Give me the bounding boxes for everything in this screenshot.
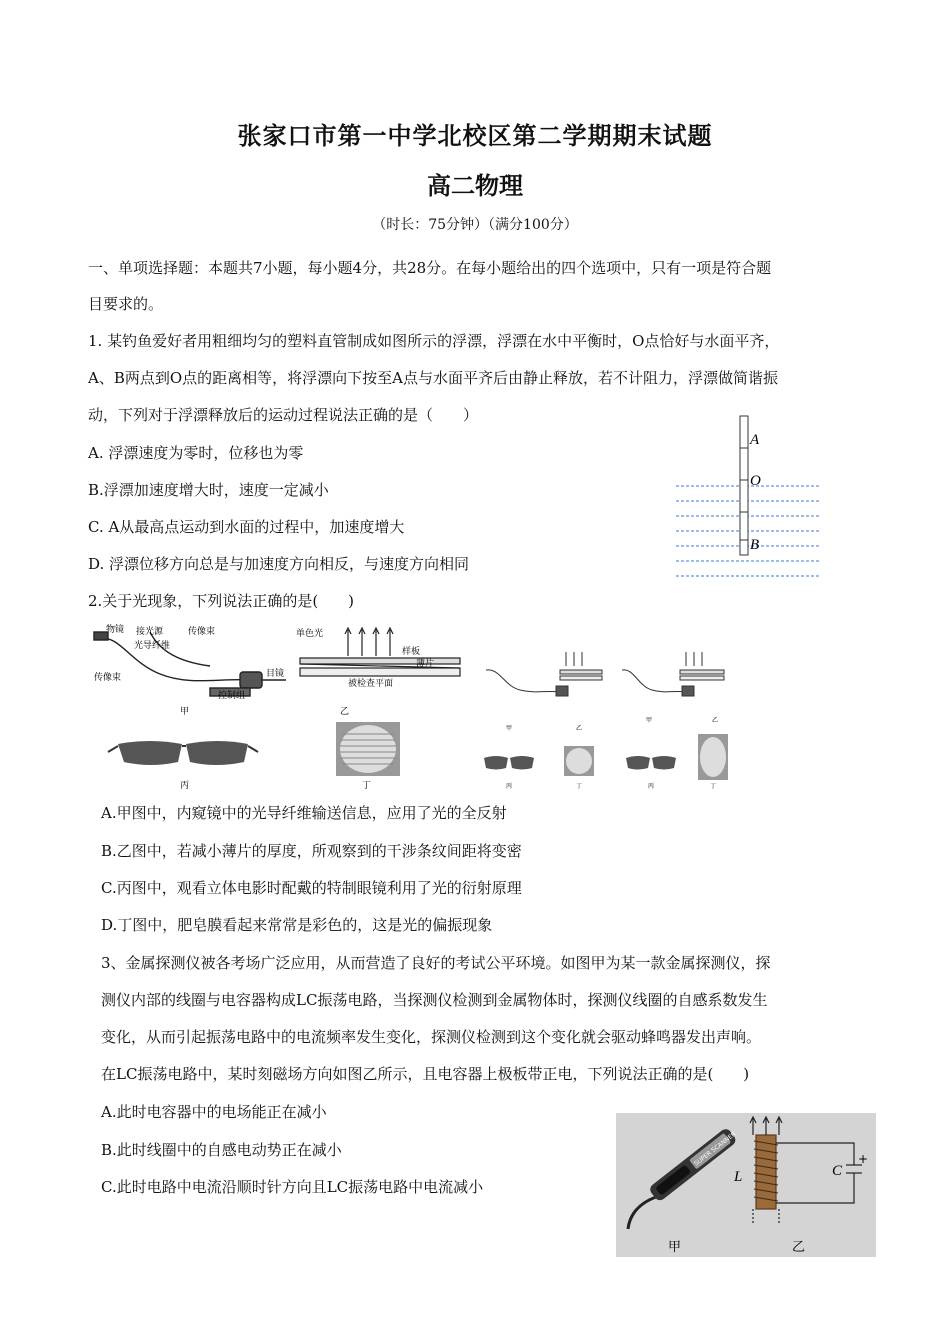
- q2-figure-small: [476, 650, 746, 792]
- small-caption-bing-1: 丙: [506, 783, 513, 790]
- section-heading-line-1: 一、单项选择题：本题共7小题，每小题4分，共28分。在每小题给出的四个选项中，只有一项是符合题: [88, 259, 772, 277]
- q2-stem: 2.关于光现象，下列说法正确的是( ): [88, 592, 355, 610]
- soap-film-drawing: [336, 722, 400, 776]
- caption-jia-q3: 甲: [668, 1240, 682, 1255]
- q3-stem-line-4: 在LC振荡电路中，某时刻磁场方向如图乙所示，且电容器上极板带正电，下列说法正确的是( ): [101, 1065, 750, 1083]
- yi-label-surface: 被检查平面: [348, 679, 394, 689]
- exam-subject: 高二物理: [427, 172, 523, 200]
- label-c: C: [832, 1163, 843, 1179]
- q1-stem-line-1: 1. 某钓鱼爱好者用粗细均匀的塑料直管制成如图所示的浮漂，浮漂在水中平衡时，O点恰好与水面平齐，: [88, 332, 780, 350]
- caption-jia: 甲: [180, 707, 190, 717]
- jia-label-light: 接光源: [136, 627, 164, 637]
- jia-label-image-bundle-bottom: 传像束: [94, 673, 122, 683]
- yi-label-mono: 单色光: [296, 629, 324, 639]
- label-a: A: [750, 432, 760, 448]
- q2-figure-large: [90, 622, 465, 794]
- caption-yi-q3: 乙: [792, 1240, 806, 1255]
- q2-option-d: D.丁图中，肥皂膜看起来常常是彩色的，这是光的偏振现象: [101, 916, 493, 934]
- small-caption-bing-2: 丙: [648, 783, 655, 790]
- q2-option-c: C.丙图中，观看立体电影时配戴的特制眼镜利用了光的衍射原理: [101, 879, 522, 897]
- small-caption-yi-2: 乙: [712, 717, 719, 724]
- q1-option-b: B.浮漂加速度增大时，速度一定减小: [88, 481, 329, 499]
- jia-label-objective: 物镜: [106, 625, 125, 635]
- q1-float-figure: [668, 412, 828, 592]
- q1-option-a: A. 浮漂速度为零时，位移也为零: [88, 444, 304, 462]
- q3-option-c: C.此时电路中电流沿顺时针方向且LC振荡电路中电流减小: [101, 1178, 484, 1196]
- section-heading-line-2: 目要求的。: [88, 295, 164, 313]
- q1-stem-line-3: 动，下列对于浮漂释放后的运动过程说法正确的是（ ）: [88, 406, 479, 424]
- q3-option-b: B.此时线圈中的自感电动势正在减小: [101, 1141, 342, 1159]
- caption-ding: 丁: [362, 781, 372, 791]
- jia-label-eyepiece: 目镜: [266, 669, 285, 679]
- q2-option-b: B.乙图中，若减小薄片的厚度，所观察到的干涉条纹间距将变密: [101, 842, 522, 860]
- jia-label-image-bundle-top: 传像束: [188, 627, 216, 637]
- yi-label-sheet: 薄片: [416, 659, 435, 669]
- q1-stem-line-2: A、B两点到O点的距离相等，将浮漂向下按至A点与水面平齐后由静止释放，若不计阻力，浮漂做简谐振: [88, 369, 778, 387]
- label-b: B: [750, 537, 760, 553]
- q1-option-d: D. 浮漂位移方向总是与加速度方向相反，与速度方向相同: [88, 555, 470, 573]
- jia-label-control: 控制组: [218, 691, 246, 701]
- small-caption-jia-2: 甲: [646, 717, 653, 724]
- caption-yi: 乙: [340, 707, 350, 717]
- q2-option-a: A.甲图中，内窥镜中的光导纤维输送信息，应用了光的全反射: [101, 804, 507, 822]
- wedge-drawing: [300, 628, 460, 676]
- endoscope-drawing: [94, 632, 286, 696]
- jia-label-fiber: 光导纤维: [134, 641, 171, 651]
- q1-option-c: C. A从最高点运动到水面的过程中，加速度增大: [88, 518, 405, 536]
- label-l: L: [734, 1169, 743, 1185]
- q3-stem-line-2: 测仪内部的线圈与电容器构成LC振荡电路，当探测仪检测到金属物体时，探测仪线圈的自感系数发生: [101, 991, 768, 1009]
- yi-label-plate: 样板: [402, 647, 421, 657]
- exam-title: 张家口市第一中学北校区第二学期期末试题: [237, 122, 713, 150]
- plus-sign: +: [858, 1152, 869, 1166]
- device-label: SUPER SCANNER: [693, 1130, 738, 1168]
- label-o: O: [750, 473, 761, 489]
- q3-option-a: A.此时电容器中的电场能正在减小: [101, 1103, 327, 1121]
- small-caption-ding-2: 丁: [710, 783, 717, 790]
- q3-figure: [616, 1113, 876, 1257]
- exam-meta: （时长：75分钟）（满分100分）: [372, 217, 578, 233]
- q3-stem-line-3: 变化，从而引起振荡电路中的电流频率发生变化，探测仪检测到这个变化就会驱动蜂鸣器发出声响。: [101, 1028, 762, 1046]
- caption-bing: 丙: [180, 781, 190, 791]
- glasses-drawing: [108, 741, 258, 765]
- small-caption-yi-1: 乙: [576, 725, 583, 732]
- q3-stem-line-1: 3、金属探测仪被各考场广泛应用，从而营造了良好的考试公平环境。如图甲为某一款金属探测仪，探: [101, 954, 771, 972]
- small-caption-jia-1: 甲: [506, 725, 513, 732]
- small-caption-ding-1: 丁: [576, 783, 583, 790]
